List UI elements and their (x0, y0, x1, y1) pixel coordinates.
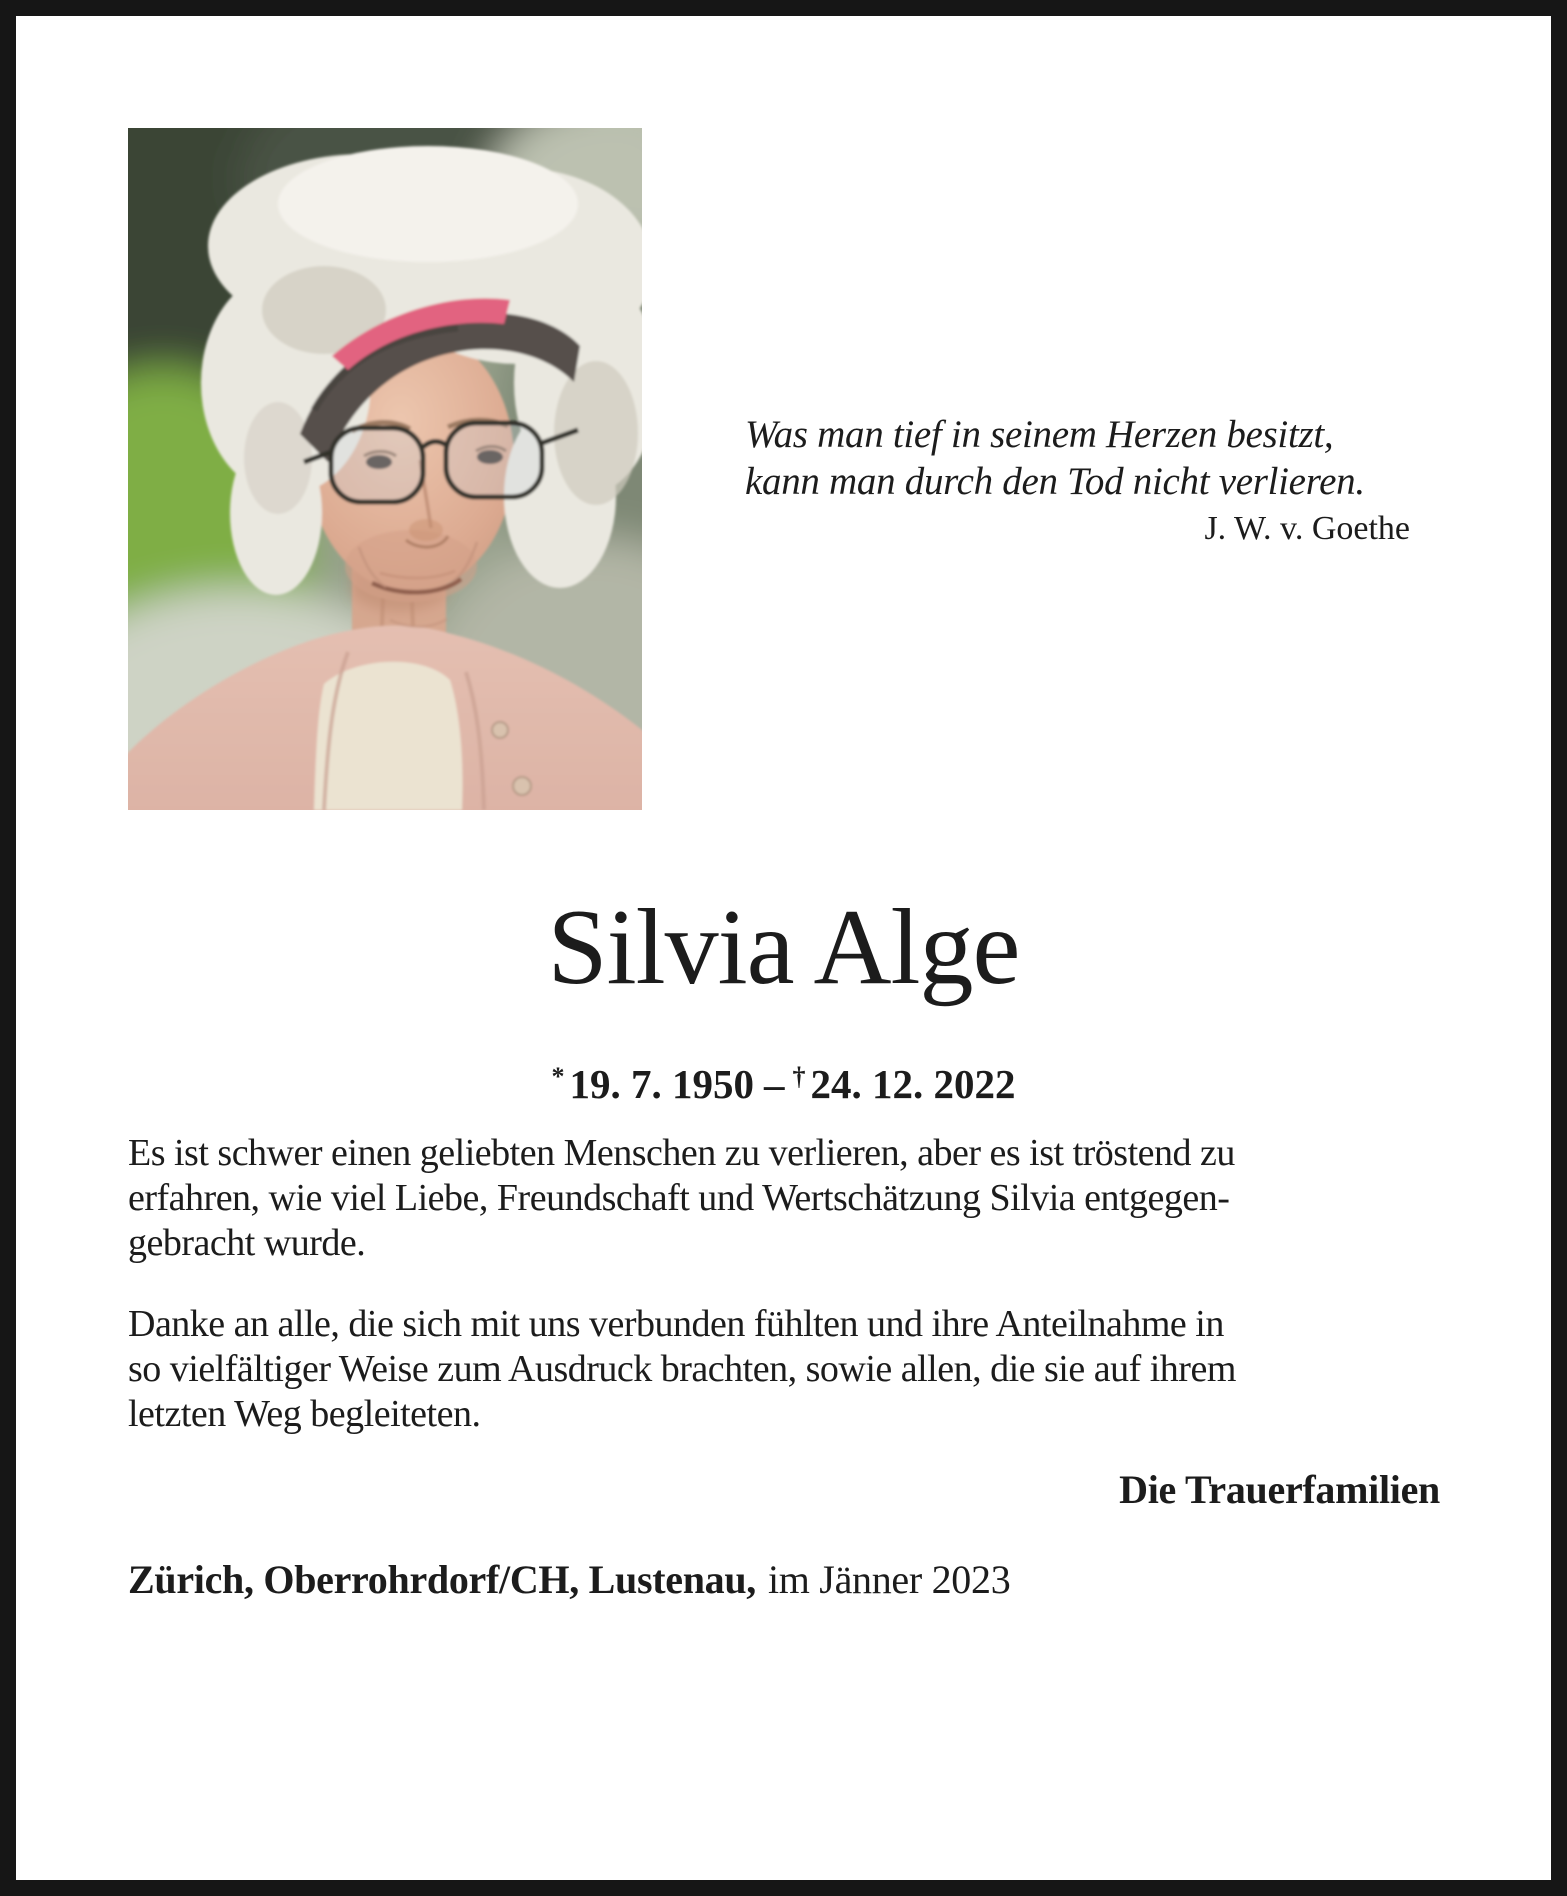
text-line: so vielfältiger Weise zum Ausdruck brachten, sowie allen, die sie auf ihrem (128, 1348, 1236, 1390)
condolence-paragraph-1 (128, 1131, 1440, 1266)
deceased-name: Silvia Alge (547, 888, 1020, 1007)
quote-line: Was man tief in seinem Herzen besitzt, (745, 413, 1334, 456)
closing-line (128, 1557, 1488, 1602)
death-date: 24. 12. 2022 (810, 1061, 1016, 1107)
text-line: Es ist schwer einen geliebten Menschen zu verlieren, aber es ist tröstend zu (128, 1132, 1235, 1174)
text-line: letzten Weg begleiteten. (128, 1393, 481, 1435)
quote-attribution: J. W. v. Goethe (1204, 510, 1410, 547)
mourning-families-signature: Die Trauerfamilien (1119, 1467, 1440, 1512)
life-dates (0, 1056, 1567, 1105)
memorial-quote (745, 411, 1410, 549)
death-cross-symbol: † (792, 1062, 806, 1091)
birth-star-symbol: * (551, 1062, 565, 1091)
text-line: erfahren, wie viel Liebe, Freundschaft und Wertschätzung Silvia entgegen- (128, 1177, 1230, 1219)
text-line: gebracht wurde. (128, 1222, 366, 1264)
text-line: Danke an alle, die sich mit uns verbunden fühlten und ihre Anteilnahme in (128, 1303, 1224, 1345)
quote-line: kann man durch den Tod nicht verlieren. (745, 460, 1365, 503)
portrait-illustration (128, 128, 642, 810)
closing-date: im Jänner 2023 (767, 1557, 1011, 1602)
birth-date: 19. 7. 1950 (569, 1061, 754, 1107)
date-separator: – (764, 1061, 785, 1107)
condolence-paragraph-2 (128, 1302, 1440, 1437)
portrait-photo (128, 128, 642, 810)
closing-places: Zürich, Oberrohrdorf/CH, Lustenau, (128, 1557, 756, 1602)
